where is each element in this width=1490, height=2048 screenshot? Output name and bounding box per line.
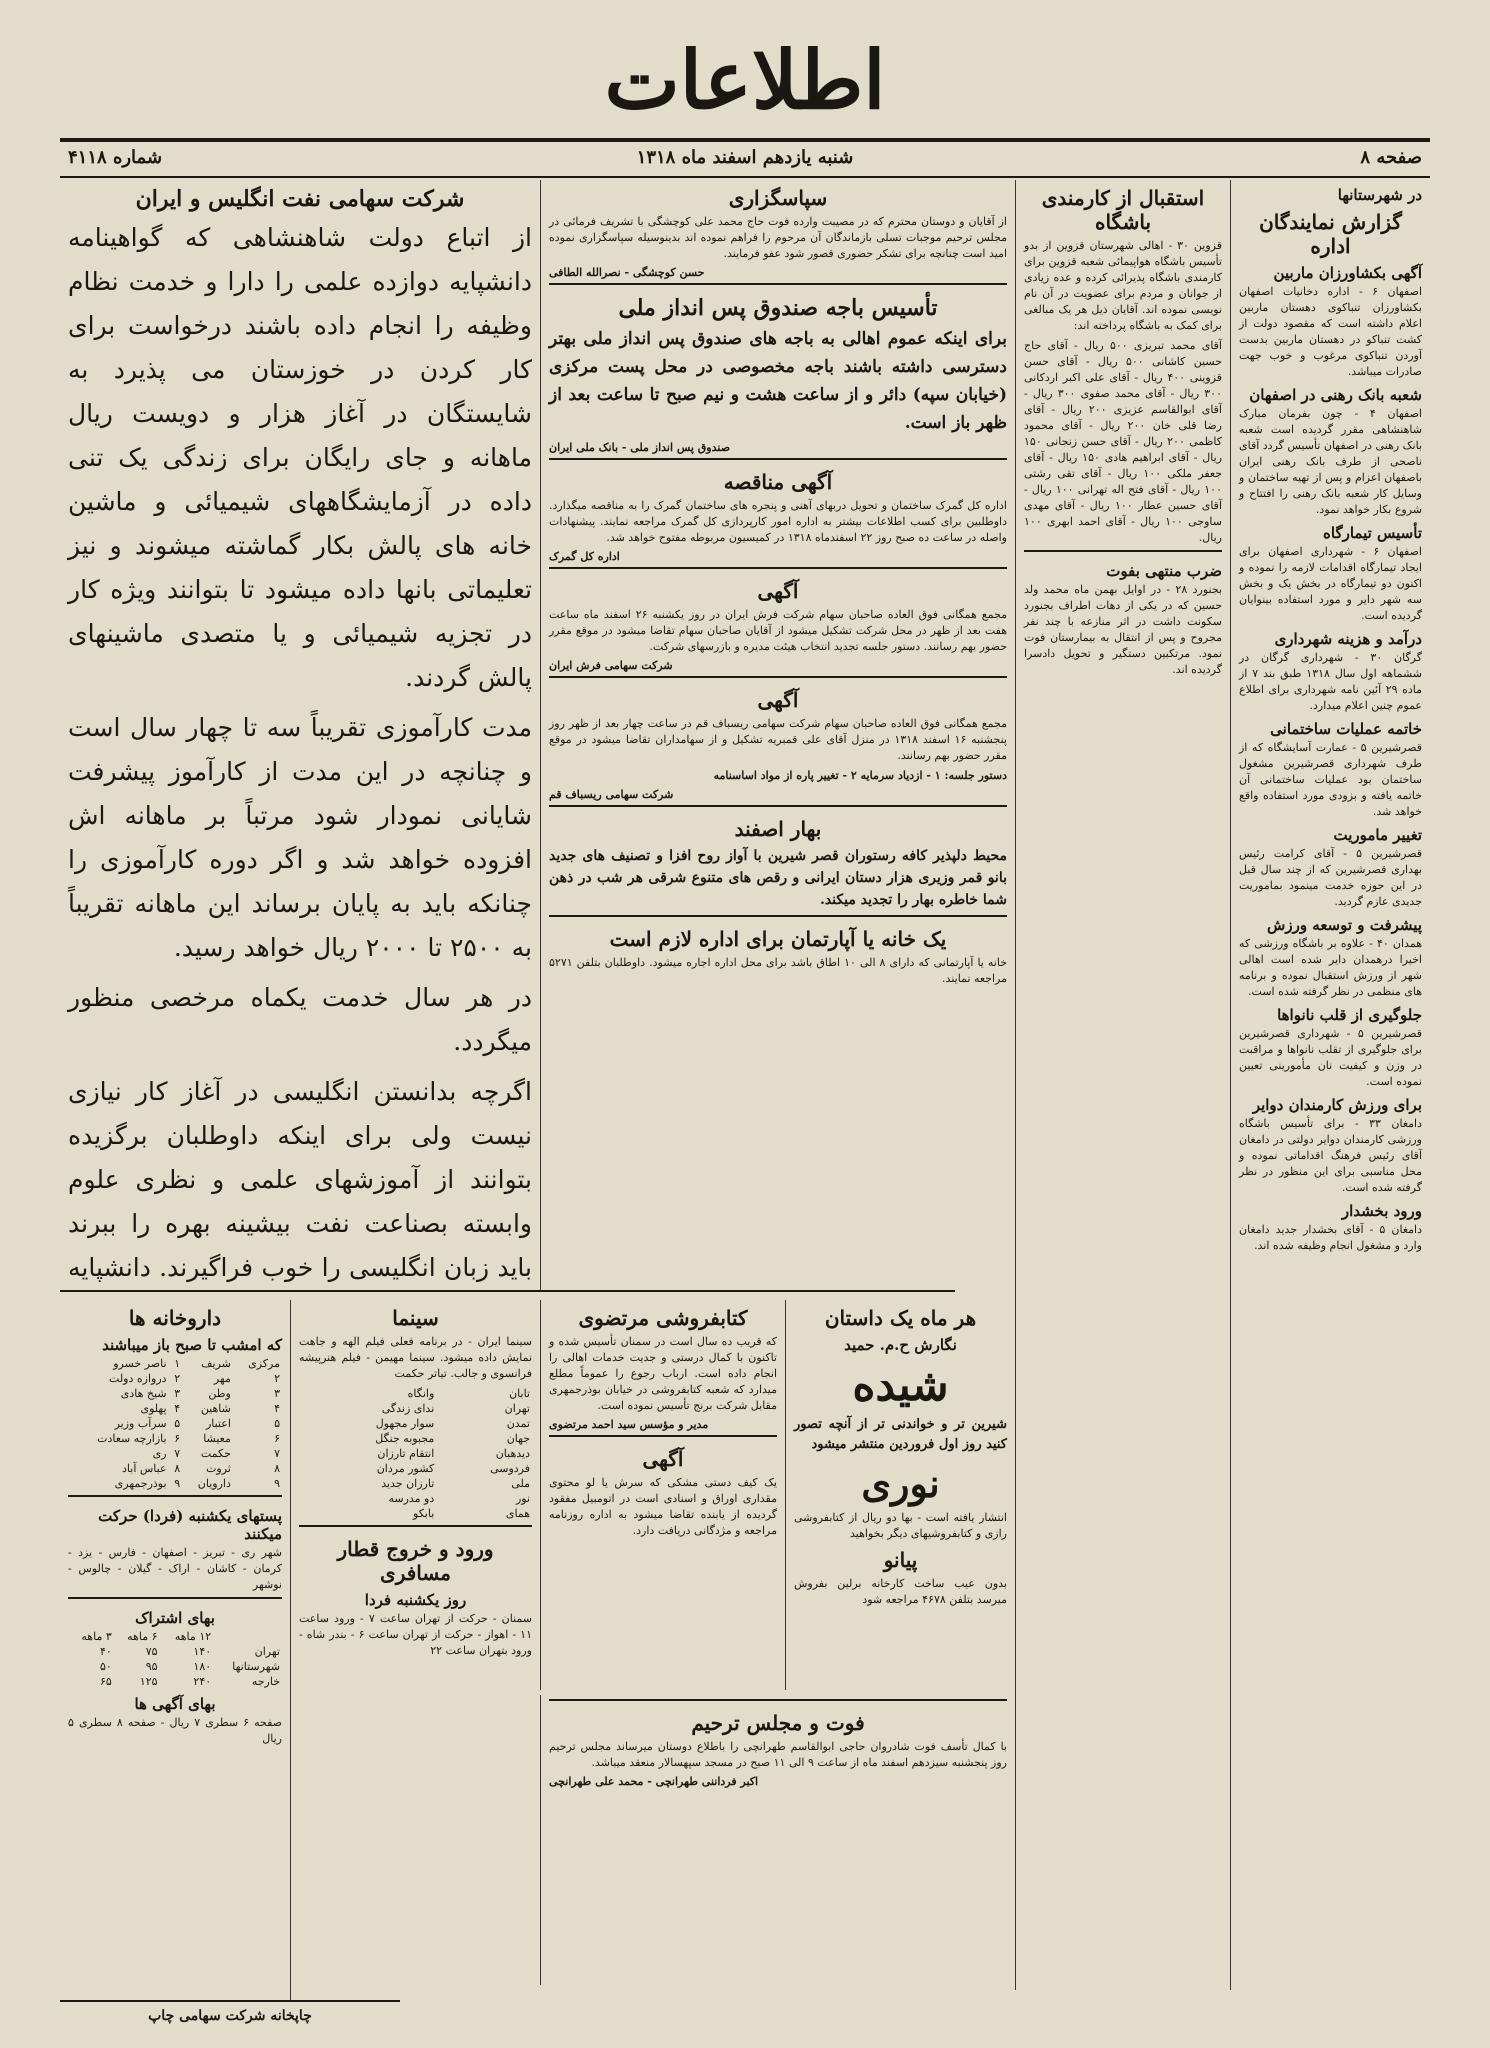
piano-title: پیانو	[883, 1548, 918, 1572]
news-item	[1239, 630, 1422, 714]
table-cell: خارجه	[251, 1675, 280, 1688]
table-cell: شریف	[201, 1357, 231, 1370]
serial-author: نگارش ح.م. حمید	[844, 1336, 957, 1354]
table-cell: همای	[505, 1507, 530, 1520]
table-cell: ۲	[274, 1372, 280, 1385]
death-notice-text: بجنورد ۲۸ - در اوایل بهمن ماه محمد ولد حسین که در یکی از دهات اطراف بجنورد سکونت داشت در اثر منازعه با چند نفر مجروح و پس از انتقال به بیمارستان فوت نمود. مرتکبین دستگیر و تحویل دادسرا گردیده اند.	[1024, 583, 1222, 676]
table-cell: ۸	[274, 1462, 280, 1475]
table-cell: ۱۴۰	[193, 1645, 212, 1658]
table-cell: ۶ ماهه	[127, 1630, 158, 1643]
column-heading: گزارش نمایندگان اداره	[1259, 210, 1402, 258]
table-row	[68, 1371, 282, 1386]
book-name: نوری	[861, 1461, 940, 1506]
post-title: پستهای یکشنبه (فردا) حرکت میکنند	[98, 1507, 282, 1543]
pharmacy-listing	[60, 1300, 290, 2000]
table-cell: جهان	[506, 1432, 530, 1445]
table-cell: معیشا	[203, 1432, 231, 1445]
ad-price-title: بهای آگهی ها	[134, 1695, 216, 1713]
piano-text: بدون عیب ساخت کارخانه برلین بفروش میرسد بتلفن ۴۶۷۸ مراجعه شود	[794, 1577, 1007, 1606]
table-cell: ۷	[274, 1447, 280, 1460]
serial-name: شیده	[852, 1360, 949, 1411]
pharmacy-title: داروخانه ها	[128, 1306, 222, 1330]
news-item	[1239, 720, 1422, 820]
table-cell: ۴۰	[99, 1645, 112, 1658]
cinema-listing	[290, 1300, 540, 2000]
table-cell: ۱	[174, 1357, 181, 1370]
dateline-bar	[60, 138, 1430, 178]
news-item-title: آگهی بکشاورزان ماربین	[1273, 264, 1422, 282]
lost-item-title: آگهی	[642, 1447, 684, 1471]
donor-list: آقای محمد تبریزی ۵۰۰ ریال - آقای حاج حسین کاشانی ۵۰۰ ریال - آقای حسن قزوینی ۴۰۰ ریال - آقای علی اکبر اردکانی ۳۰۰ ریال - آقای محمد صفوی ۳۰۰ ریال - آقای ابوالقاسم عزیزی ۲۰۰ ریال - آقای رضا قلی خان ۲۰۰ ریال - آقای محمود کاظمی ۲۰۰ ریال - آقای حسن زنجانی ۱۵۰ ریال - آقای ابراهیم هادی ۱۵۰ ریال - آقای جعفر ملکی ۱۰۰ ریال - آقای تقی رشتی ۱۰۰ ریال - آقای فتح اله تهرانی ۱۰۰ ریال - آقای حسین عطار ۱۰۰ ریال - آقای مهدی ساوجی ۱۰۰ ریال - آقای احمد ابهری ۱۰۰ ریال.	[1024, 339, 1223, 544]
news-item-text: قصرشیرین ۵ - شهرداری قصرشیرین برای جلوگیری از تقلب نانواها و مراقبت در وزن و کیفیت نان مأمورینی تعیین نموده است.	[1239, 1027, 1422, 1088]
table-cell: ۲۴۰	[193, 1675, 212, 1688]
news-item-text: دامغان ۵ - آقای بخشدار جدید دامغان وارد و مشغول انجام وظیفه شده اند.	[1239, 1223, 1422, 1252]
news-item-title: جلوگیری از قلب نانواها	[1277, 1006, 1422, 1024]
table-cell: بابکو	[413, 1507, 435, 1520]
table-cell: ۳ ماهه	[81, 1630, 112, 1643]
table-cell: مهر	[213, 1372, 231, 1385]
funeral-title: فوت و مجلس ترحیم	[691, 1711, 865, 1735]
table-cell: نور	[515, 1492, 530, 1505]
table-cell: مجبوبه جنگل	[375, 1432, 435, 1445]
table-cell: انتقام تارزان	[377, 1447, 435, 1460]
cafe-advert-text: محیط دلپذیر کافه رستوران قصر شیرین با آواز روح افزا و تصنیف های جدید بانو قمر وزیری هزار دستان ایرانی و رقص های متنوع شرقی هر شب در ذهن شما خاطره بهار را تجدید میکند.	[549, 848, 1007, 908]
table-cell: ۳	[174, 1387, 181, 1400]
table-cell: ۲	[174, 1372, 181, 1385]
lost-item-text: یک کیف دستی مشکی که سرش یا لو محتوی مقداری اوراق و اسنادی است در اتومبیل مفقود گردیده از یابنده تقاضا میشود به اداره روزنامه مراجعه و مژدگانی دریافت دارد.	[549, 1476, 777, 1537]
table-cell: فردوسی	[490, 1462, 530, 1475]
news-item	[1239, 264, 1422, 380]
serial-advert	[785, 1300, 1015, 1690]
notice-title: آگهی	[757, 579, 799, 603]
table-row	[299, 1506, 532, 1521]
table-cell: سوار مجهول	[375, 1417, 435, 1430]
news-item-title: برای ورزش کارمندان دوایر	[1252, 1096, 1422, 1114]
table-cell: اعتبار	[205, 1417, 231, 1430]
table-cell: ناصر خسرو	[113, 1357, 167, 1370]
news-item-text: دامغان ۳۳ - برای تأسیس باشگاه ورزشی کارمندان دوایر دولتی در دامغان آقای رئیس فرهنگ اقداماتی نموده و محل مناسبی برای این منظور در نظر گرفته شده است.	[1239, 1117, 1422, 1194]
notice-text: مجمع همگانی فوق العاده صاحبان سهام شرکت فرش ایران در روز یکشنبه ۲۶ اسفند ماه ساعت هفت بعد از ظهر در محل شرکت تشکیل میشود از آقایان صاحبان سهام تقاضا میشود در موقع مقرر حضور بهم رسانند. دستور جلسه تجدید انتخاب هیئت مدیره و بازرسهای شرکت.	[549, 608, 1007, 653]
table-row	[299, 1491, 532, 1506]
news-item	[1239, 1202, 1422, 1254]
table-cell: ندای زندگی	[381, 1402, 435, 1415]
printer-credit: چاپخانه شرکت سهامی چاپ	[60, 2000, 400, 2024]
table-cell: سرآب وزیر	[114, 1417, 167, 1430]
table-cell: مرکزی	[248, 1357, 280, 1370]
page-number: صفحه ۸	[1360, 147, 1422, 168]
table-cell: ری	[152, 1447, 167, 1460]
death-notice	[1024, 550, 1222, 678]
train-schedule	[299, 1525, 532, 1659]
table-cell: شیخ هادی	[120, 1387, 167, 1400]
table-row	[299, 1401, 532, 1416]
tender-text: اداره کل گمرک ساختمان و تحویل دربهای آهنی و پنجره های ساختمان گمرک را به مناقصه میگذارد. داوطلبین برای کسب اطلاعات بیشتر به اداره امور کارپردازی کل گمرک مراجعه نمایند. پیشنهادات واصله در ساعت ده صبح روز ۲۲ اسفندماه ۱۳۱۸ در کمیسیون مربوطه مفتوح خواهد شد.	[549, 499, 1007, 544]
table-row	[299, 1446, 532, 1461]
thanks-title: سپاسگزاری	[728, 186, 828, 210]
train-subtitle: روز یکشنبه فردا	[364, 1591, 467, 1609]
table-cell: ۹۵	[145, 1660, 158, 1673]
table-cell: ۵	[274, 1417, 280, 1430]
news-item-title: خاتمه عملیات ساختمانی	[1270, 720, 1422, 738]
table-cell: ملی	[511, 1477, 530, 1490]
oil-paragraph: در هر سال خدمت یکماه مرخصی منظور میگردد.	[68, 983, 532, 1056]
shareholder-notice-2	[549, 676, 1007, 801]
table-row	[68, 1476, 282, 1491]
news-item-text: قصرشیرین ۵ - آقای کرامت رئیس بهداری قصرشیرین که از چند سال قبل در این حوزه خدمت مینمود بماموریت جدیدی عازم گردید.	[1239, 847, 1422, 908]
table-cell: ثروت	[206, 1462, 231, 1475]
funeral-notice	[540, 1695, 1015, 1985]
subscription-table	[68, 1629, 282, 1689]
table-cell: حکمت	[200, 1447, 231, 1460]
issue-number: شماره ۴۱۱۸	[68, 147, 163, 168]
table-cell: دو مدرسه	[388, 1492, 435, 1505]
article-text: قزوین ۳۰ - اهالی شهرستان قزوین از بدو تأسیس باشگاه هواپیمائی شعبه قزوین برای کارمندی باشگاه پذیرائی کرده و عده زیادی از جوانان و مردم برای عضویت در آن نام نویسی نموده اند. آقایان ذیل هر یک مبالغی برای کمک به باشگاه پرداخته اند:	[1024, 239, 1222, 332]
table-cell: بوذرجمهری	[114, 1477, 167, 1490]
subscription-title: بهای اشتراک	[135, 1609, 215, 1627]
cafe-advert	[549, 805, 1007, 911]
book-text: انتشار یافته است - بها دو ریال از کتابفروشی رازی و کتابفروشیهای دیگر بخواهید	[794, 1511, 1007, 1540]
section-label: در شهرستانها	[1337, 186, 1422, 204]
thanks-text: از آقایان و دوستان محترم که در مصیبت وارده فوت حاج محمد علی کوچشگی با تشریف فرمائی در مجلس ترحیم موجبات تسلی بازماندگان آن مرحوم را فراهم نموده اند بدینوسیله سپاسگزاری نموده امید است چنانچه برای تشکر حضوری قصور شود عفو فرمایند.	[549, 215, 1007, 260]
thanks-signature: حسن کوچشگی - نصرالله الطافی	[549, 266, 705, 279]
funeral-signature: اکبر فرداننی طهرانچی - محمد علی طهرانچی	[549, 1775, 759, 1788]
table-row	[299, 1386, 532, 1401]
serial-text: شیرین تر و خواندنی تر از آنچه تصور کنید روز اول فروردین منتشر میشود	[794, 1417, 1007, 1452]
table-cell	[213, 1629, 282, 1644]
news-item-text: اصفهان ۴ - چون بفرمان مبارک شاهنشاهی مقرر گردیده است شعبه بانک رهنی در اصفهان تأسیس گردد آقای ناصحی از طرف بانک رهنی ایران باصفهان اعزام و پس از تهیه ساختمان و وسایل کار شعبه بانک رهنی را افتتاح و شروع بکار خواهد نمود.	[1239, 407, 1422, 516]
table-cell: بازارچه سعادت	[97, 1432, 167, 1445]
table-cell: دروازه دولت	[109, 1372, 167, 1385]
funeral-text: با کمال تأسف فوت شادروان حاجی ابوالقاسم طهرانچی را باطلاع دوستان میرساند مجلس ترحیم روز پنجشنبه سیزدهم اسفند ماه از ساعت ۹ الی ۱۱ صبح در مسجد سپهسالار منعقد میباشد.	[549, 1740, 1007, 1769]
notice-signature: شرکت سهامی ریسباف قم	[549, 788, 674, 801]
tender-title: آگهی مناقصه	[723, 470, 833, 494]
table-cell: ۹	[274, 1477, 280, 1490]
column-provincial-news	[1230, 180, 1430, 1990]
news-item-title: تغییر ماموریت	[1333, 826, 1422, 844]
bookstore-advert	[540, 1300, 785, 1690]
bank-notice-title: تأسیس باجه صندوق پس انداز ملی	[618, 295, 938, 321]
table-row	[299, 1476, 532, 1491]
table-cell: ۶	[174, 1432, 181, 1445]
pharmacy-subtitle: که امشب تا صبح باز میباشند	[102, 1336, 282, 1354]
bookstore-text: که قریب ده سال است در سمنان تأسیس شده و تاکنون با کمال درستی و جدیت خدمات اهالی را انجام داده است. ارباب رجوع را عموماً مطلع میدارد که شعبه کتابفروشی در خیابان بوذرجمهری مقابل شرکت برنج تأسیس نموده است.	[549, 1335, 777, 1412]
oil-company-heading: شرکت سهامی نفت انگلیس و ایران	[135, 186, 465, 212]
table-cell: عباس آباد	[122, 1462, 167, 1475]
table-cell: شهرستانها	[232, 1660, 280, 1673]
bank-notice-text: برای اینکه عموم اهالی به باجه های صندوق پس انداز ملی بهتر دسترسی داشته باشند باجه مخصوصی در محل پست مرکزی (خیابان سپه) دائر و از ساعت هشت و نیم صبح تا ساعت بعد از ظهر باز است.	[549, 329, 1007, 433]
news-item-text: اصفهان ۶ - شهرداری اصفهان برای ایجاد تیمارگاه اقدامات لازمه را نموده و اکنون دو تیمارگاه در بخش یک و بخش سه شهر دایر و مورد استفاده بینوایان گردیده است.	[1239, 545, 1422, 622]
table-cell: دیدهبان	[495, 1447, 530, 1460]
post-text: شهر ری - تبریز - اصفهان - فارس - یزد - کرمان - کاشان - اراک - گیلان - چالوس - نوشهر	[68, 1546, 282, 1591]
table-cell: تابان	[509, 1387, 530, 1400]
table-row	[68, 1644, 282, 1659]
bookstore-signature: مدیر و مؤسس سید احمد مرتضوی	[549, 1418, 709, 1431]
cinema-text: سینما ایران - در برنامه فعلی فیلم الهه و جاهت نمایش داده میشود. سینما مهیمن - فیلم هنرپیشه فرانسوی و جالب. تیاتر حکمت	[299, 1335, 532, 1380]
cinema-title: سینما	[392, 1306, 439, 1330]
table-cell: ۱۲ ماهه	[174, 1630, 212, 1643]
table-row	[68, 1629, 282, 1644]
bookstore-title: کتابفروشی مرتضوی	[578, 1306, 748, 1330]
tender-notice	[549, 458, 1007, 563]
table-cell: ۱۸۰	[193, 1660, 212, 1673]
table-row	[68, 1674, 282, 1689]
table-row	[68, 1461, 282, 1476]
oil-paragraph: از اتباع دولت شاهنشاهی که گواهینامه دانشپایه دوازده علمی را دارا و خدمت نظام وظیفه را انجام داده باشند درخواست برای کار کردن در خوزستان می پذیرد به شایستگان در آغاز هزار و دویست ریال ماهانه و جای رایگان برای زندگی یک تنی داده در آزمایشگاههای شیمیائی و ماشین خانه های پالش بکار گماشته میشوند و نیز تعلیماتی بانها داده میشود تا بتوانند ویژه کار در تجزیه شیمیائی و یا متصدی ماشینهای پالش گردند.	[68, 223, 532, 692]
house-wanted-title: یک خانه یا آپارتمان برای اداره لازم است	[609, 927, 947, 951]
table-cell: پهلوی	[140, 1402, 167, 1415]
news-item-title: تأسیس تیمارگاه	[1323, 524, 1422, 542]
column-notices	[540, 180, 1015, 1290]
bank-notice	[549, 283, 1007, 454]
cinema-table	[299, 1386, 532, 1521]
table-cell: ۶	[274, 1432, 280, 1445]
train-title: ورود و خروج قطار مسافری	[337, 1537, 494, 1585]
subscription-rates	[68, 1597, 282, 1747]
table-cell: شاهین	[200, 1402, 231, 1415]
news-item-title: ورود بخشدار	[1341, 1202, 1422, 1220]
lost-item-notice	[549, 1435, 777, 1539]
table-cell: ۴	[174, 1402, 181, 1415]
table-cell: ۳	[274, 1387, 280, 1400]
news-item	[1239, 524, 1422, 624]
table-cell: ۵۰	[99, 1660, 112, 1673]
ad-price-text: صفحه ۶ سطری ۷ ریال - صفحه ۸ سطری ۵ ریال	[68, 1716, 282, 1745]
table-cell: ۶۵	[99, 1675, 112, 1688]
column-club-news	[1015, 180, 1230, 1990]
table-row	[68, 1356, 282, 1371]
news-item-title: پیشرفت و توسعه ورزش	[1267, 916, 1422, 934]
news-item-title: شعبه بانک رهنی در اصفهان	[1249, 386, 1422, 404]
news-item-text: همدان ۴۰ - علاوه بر باشگاه ورزشی که اخیرا درهمدان دایر شده است اهالی شهر از ورزش استقبال نموده و برنامه های منظمی در نظر گرفته شده است.	[1239, 937, 1422, 998]
notice-agenda: دستور جلسه: ۱ - ازدیاد سرمایه ۲ - تغییر پاره از مواد اساسنامه	[713, 769, 1007, 782]
oil-paragraph: اگرچه بدانستن انگلیسی در آغاز کار نیازی نیست ولی برای اینکه داوطلبان برگزیده بتوانند از آموزشهای علمی و نظری علوم وابسته بصناعت نفت بیشینه بهره را ببرند باید زبان انگلیسی را خوب فراگیرند. دانشپایه	[68, 1077, 532, 1282]
serial-title: هر ماه یک داستان	[824, 1306, 977, 1330]
train-text: سمنان - حرکت از تهران ساعت ۷ - ورود ساعت ۱۱ - اهواز - حرکت از تهران ساعت ۶ - بندر شاه - ورود بتهران ساعت ۲۲	[299, 1612, 532, 1657]
news-item-title: درآمد و هزینه شهرداری	[1274, 630, 1422, 648]
column-oil-company	[60, 180, 540, 1290]
table-row	[68, 1401, 282, 1416]
oil-paragraph: مدت کارآموزی تقریباً سه تا چهار سال است و چنانچه در این مدت از کارآموز پیشرفت شایانی نمودار شود مرتباً بر ماهانه اش افزوده خواهد شد و اگر دوره کارآموزی را چنانکه باید به پایان برساند این ماهانه تقریباً به ۲۵۰۰ تا ۲۰۰۰ ریال خواهد رسید.	[68, 713, 532, 962]
notice-title: آگهی	[757, 688, 799, 712]
table-cell: دارویان	[197, 1477, 231, 1490]
table-cell: تمدن	[506, 1417, 530, 1430]
table-row	[68, 1659, 282, 1674]
table-cell: ۸	[174, 1462, 181, 1475]
news-item-text: گرگان ۳۰ - شهرداری گرگان در ششماهه اول سال ۱۳۱۸ طبق بند ۷ از ماده ۲۹ آئین نامه شهرداری برای اطلاع عموم چنین اعلام میدارد.	[1239, 651, 1422, 712]
table-row	[299, 1416, 532, 1431]
table-row	[299, 1431, 532, 1446]
table-cell: ۹	[174, 1477, 181, 1490]
table-row	[68, 1416, 282, 1431]
table-cell: ۷	[174, 1447, 181, 1460]
table-cell: تهران	[504, 1402, 530, 1415]
table-cell: وانگاه	[407, 1387, 435, 1400]
table-cell: تارزان جدید	[381, 1477, 435, 1490]
shareholder-notice-1	[549, 567, 1007, 672]
column-heading: استقبال از کارمندی باشگاه	[1041, 186, 1205, 234]
table-row	[68, 1431, 282, 1446]
house-wanted-text: خانه یا آپارتمانی که دارای ۸ الی ۱۰ اطاق باشد برای محل اداره اجاره میشود. داوطلبان بتلفن ۵۲۷۱ مراجعه نمایند.	[549, 956, 1008, 985]
masthead-title: اطلاعات	[604, 33, 886, 127]
bank-notice-signature: صندوق پس انداز ملی - بانک ملی ایران	[549, 441, 731, 454]
house-wanted	[549, 915, 1007, 987]
table-row	[68, 1446, 282, 1461]
table-cell: وطن	[208, 1387, 231, 1400]
news-item-text: اصفهان ۶ - اداره دخانیات اصفهان بکشاورزان تنباکوی دهستان ماربین اعلام داشته است که مقصود دولت از کشت تنباکو در دهستان ماربین بدست آوردن تنباکوی مرغوب و خوب جهت صادرات میباشد.	[1239, 285, 1422, 378]
notice-text: مجمع همگانی فوق العاده صاحبان سهام شرکت سهامی ریسباف قم در ساعت چهار بعد از ظهر روز پنجشنبه ۱۶ اسفند ۱۳۱۸ در منزل آقای علی قمبریه تشکیل و از سهامداران تقاضا میشود در موقع مقرر حضور بهم رسانند.	[549, 717, 1007, 762]
news-item-text: قصرشیرین ۵ - عمارت آسایشگاه که از طرف شهرداری قصرشیرین مشغول ساختمان بود عملیات ساختمانی آن خاتمه یافته و بزودی مورد استفاده واقع خواهد شد.	[1239, 741, 1422, 818]
table-cell: کشور مردان	[376, 1462, 435, 1475]
cafe-advert-title: بهار اصفند	[734, 817, 822, 841]
death-notice-title: ضرب منتهی بفوت	[1106, 562, 1222, 580]
issue-date: شنبه یازدهم اسفند ماه ۱۳۱۸	[636, 147, 854, 168]
news-item	[1239, 826, 1422, 910]
table-cell: ۴	[274, 1402, 280, 1415]
pharmacy-table	[68, 1356, 282, 1491]
news-item	[1239, 386, 1422, 518]
table-cell: تهران	[254, 1645, 280, 1658]
table-cell: ۵	[174, 1417, 181, 1430]
news-item	[1239, 916, 1422, 1000]
table-row	[299, 1461, 532, 1476]
notice-signature: شرکت سهامی فرش ایران	[549, 659, 673, 672]
news-item	[1239, 1096, 1422, 1196]
table-row	[68, 1386, 282, 1401]
news-item	[1239, 1006, 1422, 1090]
section-divider	[60, 1290, 955, 1292]
table-cell: ۷۵	[145, 1645, 158, 1658]
tender-signature: اداره کل گمرک	[549, 550, 620, 563]
table-cell: ۱۲۵	[139, 1675, 158, 1688]
post-schedule	[68, 1495, 282, 1593]
